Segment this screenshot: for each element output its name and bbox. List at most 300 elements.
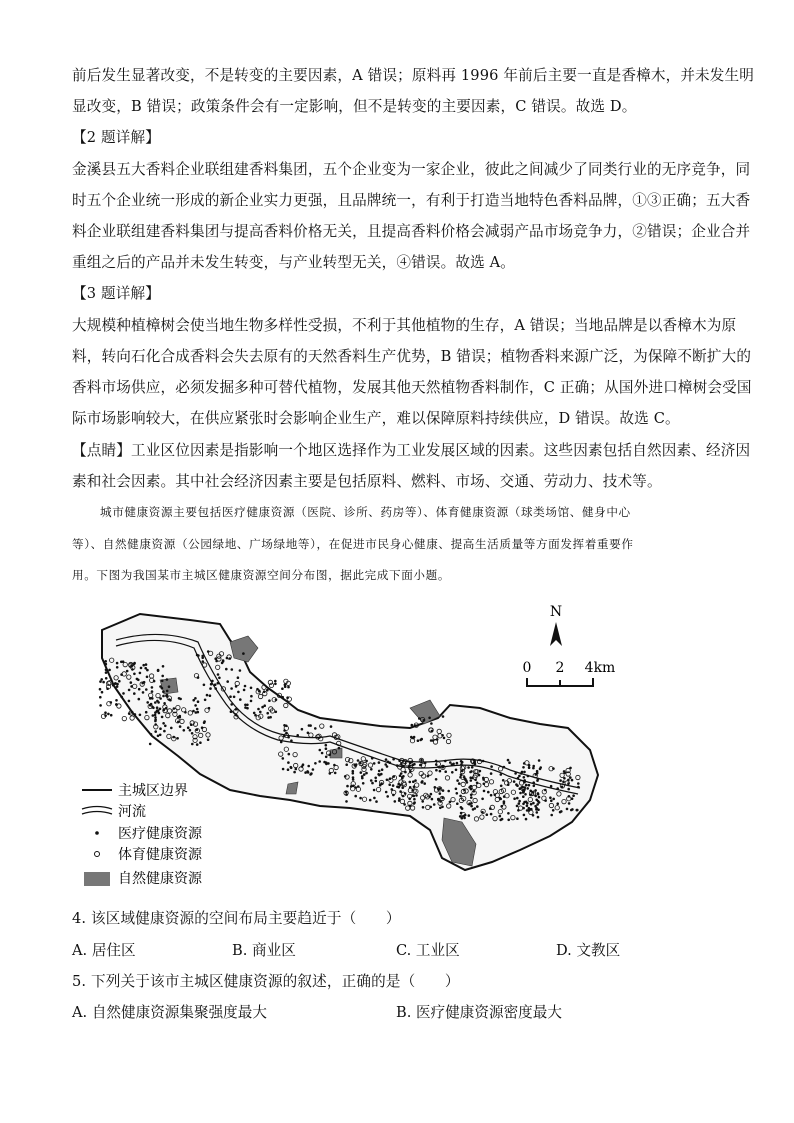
medical-resource-dot (209, 694, 212, 697)
medical-resource-dot (483, 790, 486, 793)
medical-resource-dot (455, 769, 458, 772)
medical-resource-dot (517, 777, 520, 780)
medical-resource-dot (537, 793, 540, 796)
medical-resource-dot (330, 725, 333, 728)
medical-resource-dot (345, 763, 348, 766)
medical-resource-dot (139, 714, 142, 717)
medical-resource-dot (345, 800, 348, 803)
medical-resource-dot (308, 724, 311, 727)
medical-resource-dot (460, 760, 463, 763)
medical-resource-dot (161, 716, 164, 719)
medical-resource-dot (138, 688, 141, 691)
medical-resource-dot (146, 676, 149, 679)
medical-resource-dot (138, 698, 141, 701)
medical-resource-dot (156, 700, 159, 703)
medical-resource-dot (194, 697, 197, 700)
medical-resource-dot (161, 679, 164, 682)
medical-resource-dot (563, 770, 566, 773)
medical-resource-dot (455, 788, 458, 791)
medical-resource-dot (321, 752, 324, 755)
medical-resource-dot (363, 773, 366, 776)
medical-resource-dot (134, 713, 137, 716)
medical-resource-dot (154, 714, 157, 717)
medical-resource-dot (177, 716, 180, 719)
medical-resource-dot (537, 808, 540, 811)
medical-resource-dot (187, 726, 190, 729)
medical-resource-dot (202, 660, 205, 663)
medical-resource-dot (423, 782, 426, 785)
medical-resource-dot (282, 768, 285, 771)
intro-line: 等）、自然健康资源（公园绿地、广场绿地等），在促进市民身心健康、提高生活质量等方面发挥着重要作 (72, 537, 634, 551)
medical-resource-dot (538, 796, 541, 799)
medical-resource-dot (197, 700, 200, 703)
medical-resource-dot (154, 718, 157, 721)
medical-resource-dot (518, 800, 521, 803)
intro-line: 城市健康资源主要包括医疗健康资源（医院、诊所、药房等）、体育健康资源（球类场馆、健身中心 (100, 505, 631, 519)
medical-resource-dot (472, 808, 475, 811)
paragraph-line: 大规模种植樟树会使当地生物多样性受损，不利于其他植物的生存，A 错误；当地品牌是以香樟木为原 (72, 317, 737, 334)
medical-resource-dot (361, 775, 364, 778)
medical-resource-dot (516, 797, 519, 800)
medical-resource-dot (100, 678, 103, 681)
medical-resource-dot (118, 680, 121, 683)
legend-natural: 自然健康资源 (118, 871, 202, 887)
medical-resource-dot (209, 687, 212, 690)
medical-resource-dot (183, 729, 186, 732)
q4-option-c[interactable]: C. 工业区 (396, 942, 460, 959)
medical-resource-dot (373, 797, 376, 800)
medical-resource-dot (142, 691, 145, 694)
paragraph-line: 金溪县五大香料企业联组建香料集团，五个企业变为一家企业，彼此之间减少了同类行业的无序竞争，同 (72, 161, 751, 178)
medical-resource-dot (229, 695, 232, 698)
north-label: N (549, 604, 563, 620)
medical-resource-dot (538, 759, 541, 762)
medical-resource-dot (373, 789, 376, 792)
medical-resource-dot (373, 762, 376, 765)
medical-resource-dot (105, 671, 108, 674)
medical-resource-dot (116, 685, 119, 688)
medical-resource-dot (402, 775, 405, 778)
medical-resource-dot (374, 777, 377, 780)
medical-resource-dot (467, 766, 470, 769)
medical-resource-dot (274, 680, 277, 683)
medical-resource-dot (207, 738, 210, 741)
medical-resource-dot (513, 780, 516, 783)
medical-resource-dot (526, 802, 529, 805)
medical-resource-dot (577, 786, 580, 789)
medical-resource-dot (507, 759, 510, 762)
medical-resource-dot (104, 660, 107, 663)
medical-resource-dot (156, 709, 159, 712)
medical-resource-dot (487, 791, 490, 794)
medical-resource-dot (559, 779, 562, 782)
medical-resource-dot (230, 703, 233, 706)
medical-resource-dot (156, 706, 159, 709)
paragraph-line: 重组之后的产品并未发生转变，与产业转型无关，④错误。故选 A。 (72, 254, 516, 271)
medical-resource-dot (409, 781, 412, 784)
q4-option-b[interactable]: B. 商业区 (232, 942, 296, 959)
medical-resource-dot (456, 762, 459, 765)
medical-resource-dot (250, 687, 253, 690)
medical-resource-dot (439, 792, 442, 795)
medical-resource-dot (442, 789, 445, 792)
medical-resource-dot (481, 798, 484, 801)
medical-resource-dot (290, 739, 293, 742)
medical-resource-dot (225, 668, 228, 671)
medical-resource-dot (369, 799, 372, 802)
medical-resource-dot (166, 690, 169, 693)
medical-resource-dot (128, 700, 131, 703)
medical-resource-dot (203, 684, 206, 687)
medical-resource-dot (338, 747, 341, 750)
medical-resource-dot (507, 812, 510, 815)
q4-option-d[interactable]: D. 文教区 (556, 942, 621, 959)
medical-resource-dot (222, 660, 225, 663)
medical-resource-dot (158, 712, 161, 715)
medical-resource-dot (532, 765, 535, 768)
medical-resource-dot (421, 800, 424, 803)
paragraph-line: 料企业联组建香料集团与提高香料价格无关，且提高香料价格会减弱产品市场竞争力，②错误；企业合并 (72, 223, 751, 240)
medical-resource-dot (526, 787, 529, 790)
medical-resource-dot (534, 805, 537, 808)
medical-resource-dot (206, 694, 209, 697)
medical-resource-dot (508, 761, 511, 764)
medical-resource-dot (149, 743, 152, 746)
medical-resource-dot (250, 695, 253, 698)
medical-resource-dot (420, 738, 423, 741)
medical-resource-dot (552, 809, 555, 812)
medical-resource-dot (105, 677, 108, 680)
medical-resource-dot (567, 788, 570, 791)
medical-resource-dot (352, 778, 355, 781)
medical-resource-dot (524, 793, 527, 796)
medical-resource-dot (157, 735, 160, 738)
medical-resource-dot (502, 779, 505, 782)
medical-resource-dot (310, 772, 313, 775)
medical-resource-dot (532, 802, 535, 805)
medical-resource-dot (325, 744, 328, 747)
medical-resource-dot (536, 811, 539, 814)
medical-resource-dot (444, 760, 447, 763)
medical-resource-dot (470, 779, 473, 782)
medical-resource-dot (151, 690, 154, 693)
medical-resource-dot (325, 763, 328, 766)
medical-resource-dot (307, 771, 310, 774)
medical-resource-dot (162, 665, 165, 668)
medical-resource-dot (428, 717, 431, 720)
medical-resource-dot (528, 784, 531, 787)
medical-resource-dot (388, 783, 391, 786)
medical-resource-dot (230, 687, 233, 690)
medical-resource-dot (267, 716, 270, 719)
medical-resource-dot (204, 699, 207, 702)
medical-resource-dot (520, 772, 523, 775)
section-heading: 【3 题详解】 (72, 285, 160, 302)
medical-resource-dot (116, 666, 119, 669)
medical-resource-dot (525, 784, 528, 787)
medical-resource-dot (139, 672, 142, 675)
medical-resource-dot (237, 691, 240, 694)
paragraph-line: 素和社会因素。其中社会经济因素主要是包括原料、燃料、市场、交通、劳动力、技术等。 (72, 473, 662, 490)
medical-resource-dot (145, 711, 148, 714)
medical-resource-dot (381, 768, 384, 771)
medical-resource-dot (414, 779, 417, 782)
health-resources-map (80, 600, 640, 900)
medical-resource-dot (468, 814, 471, 817)
medical-resource-dot (136, 678, 139, 681)
medical-resource-dot (166, 678, 169, 681)
medical-resource-dot (572, 794, 575, 797)
medical-resource-dot (459, 795, 462, 798)
medical-resource-dot (452, 763, 455, 766)
medical-resource-dot (399, 774, 402, 777)
medical-resource-dot (325, 756, 328, 759)
medical-resource-dot (451, 771, 454, 774)
medical-resource-dot (122, 692, 125, 695)
medical-resource-dot (530, 803, 533, 806)
medical-resource-dot (536, 803, 539, 806)
q4-option-a[interactable]: A. 居住区 (72, 942, 136, 959)
medical-resource-dot (385, 791, 388, 794)
medical-resource-dot (268, 699, 271, 702)
scale-bar (523, 660, 616, 686)
medical-resource-dot (211, 680, 214, 683)
medical-resource-dot (161, 675, 164, 678)
medical-resource-dot (471, 766, 474, 769)
medical-resource-dot (518, 802, 521, 805)
medical-resource-dot (293, 771, 296, 774)
medical-resource-dot (301, 728, 304, 731)
medical-resource-dot (116, 662, 119, 665)
medical-resource-dot (507, 819, 510, 822)
medical-resource-dot (242, 652, 245, 655)
medical-resource-dot (550, 799, 553, 802)
medical-resource-dot (266, 689, 269, 692)
medical-resource-dot (357, 759, 360, 762)
medical-resource-dot (146, 669, 149, 672)
medical-resource-dot (145, 663, 148, 666)
legend-boundary: 主城区边界 (118, 783, 188, 799)
medical-resource-dot (522, 795, 525, 798)
medical-resource-dot (365, 772, 368, 775)
medical-resource-dot (239, 669, 242, 672)
medical-resource-dot (164, 725, 167, 728)
medical-resource-dot (110, 714, 113, 717)
medical-resource-dot (287, 686, 290, 689)
medical-resource-dot (385, 758, 388, 761)
medical-resource-dot (439, 770, 442, 773)
medical-resource-dot (120, 696, 123, 699)
medical-resource-dot (569, 776, 572, 779)
medical-resource-dot (214, 687, 217, 690)
medical-resource-dot (514, 772, 517, 775)
medical-resource-dot (179, 725, 182, 728)
medical-resource-dot (237, 676, 240, 679)
medical-resource-dot (435, 769, 438, 772)
medical-resource-dot (398, 797, 401, 800)
legend-sports: 体育健康资源 (118, 847, 202, 863)
medical-resource-dot (352, 772, 355, 775)
medical-resource-dot (280, 741, 283, 744)
medical-resource-dot (549, 796, 552, 799)
medical-resource-dot (500, 773, 503, 776)
paragraph-line: 【点睛】工业区位因素是指影响一个地区选择作为工业发展区域的因素。这些因素包括自然因素、经济因 (72, 442, 751, 459)
medical-resource-dot (102, 681, 105, 684)
medical-resource-dot (458, 782, 461, 785)
medical-resource-dot (217, 682, 220, 685)
medical-resource-dot (146, 701, 149, 704)
north-arrow (550, 604, 562, 646)
medical-resource-dot (490, 794, 493, 797)
medical-resource-dot (199, 741, 202, 744)
medical-resource-dot (431, 798, 434, 801)
medical-resource-dot (537, 778, 540, 781)
medical-resource-dot (233, 696, 236, 699)
medical-resource-dot (532, 781, 535, 784)
medical-resource-dot (154, 716, 157, 719)
legend-river: 河流 (118, 804, 146, 820)
medical-resource-dot (250, 700, 253, 703)
medical-resource-dot (314, 762, 317, 765)
medical-resource-dot (261, 706, 264, 709)
medical-resource-dot (526, 805, 529, 808)
sports-resource-circle (268, 680, 272, 684)
medical-resource-dot (460, 806, 463, 809)
medical-resource-dot (550, 814, 553, 817)
medical-resource-dot (370, 768, 373, 771)
medical-resource-dot (154, 701, 157, 704)
medical-resource-dot (537, 800, 540, 803)
paragraph-line: 时五个企业统一形成的新企业实力更强，且品牌统一，有利于打造当地特色香料品牌，①③正确；五大香 (72, 192, 751, 209)
sports-resource-circle (269, 683, 273, 687)
medical-resource-dot (288, 753, 291, 756)
medical-resource-dot (281, 687, 284, 690)
medical-resource-dot (523, 776, 526, 779)
legend-medical: 医疗健康资源 (118, 826, 202, 842)
medical-resource-dot (523, 771, 526, 774)
medical-resource-dot (415, 794, 418, 797)
medical-resource-dot (346, 785, 349, 788)
medical-resource-dot (163, 702, 166, 705)
sports-resource-circle (117, 704, 121, 708)
medical-resource-dot (307, 765, 310, 768)
medical-resource-dot (104, 711, 107, 714)
sports-resource-circle (107, 702, 111, 706)
medical-resource-dot (533, 785, 536, 788)
medical-resource-dot (386, 765, 389, 768)
medical-resource-dot (150, 733, 153, 736)
medical-resource-dot (159, 727, 162, 730)
medical-resource-dot (444, 770, 447, 773)
paragraph-line: 香料市场供应，必须发掘多种可替代植物，发展其他天然植物香料制作，C 正确；从国外进口樟树会受国 (72, 379, 752, 396)
medical-resource-dot (325, 747, 328, 750)
medical-resource-dot (151, 686, 154, 689)
q5-option-a[interactable]: A. 自然健康资源集聚强度最大 (72, 1004, 267, 1021)
medical-resource-dot (456, 779, 459, 782)
medical-resource-dot (433, 803, 436, 806)
medical-resource-dot (577, 782, 580, 785)
medical-resource-dot (214, 683, 217, 686)
medical-resource-dot (552, 798, 555, 801)
medical-resource-dot (371, 757, 374, 760)
medical-resource-dot (230, 710, 233, 713)
medical-resource-dot (201, 657, 204, 660)
medical-resource-dot (421, 780, 424, 783)
medical-resource-dot (539, 766, 542, 769)
medical-resource-dot (370, 779, 373, 782)
medical-resource-dot (108, 669, 111, 672)
medical-resource-dot (568, 802, 571, 805)
medical-resource-dot (170, 727, 173, 730)
medical-resource-dot (162, 695, 165, 698)
medical-resource-dot (287, 761, 290, 764)
medical-resource-dot (133, 673, 136, 676)
medical-resource-dot (176, 737, 179, 740)
medical-resource-dot (447, 790, 450, 793)
medical-resource-dot (420, 759, 423, 762)
medical-resource-dot (282, 757, 285, 760)
medical-resource-dot (392, 758, 395, 761)
medical-resource-dot (413, 801, 416, 804)
medical-resource-dot (274, 683, 277, 686)
medical-resource-dot (231, 668, 234, 671)
q5-option-b[interactable]: B. 医疗健康资源密度最大 (396, 1004, 562, 1021)
medical-resource-dot (163, 730, 166, 733)
medical-resource-dot (257, 708, 260, 711)
medical-resource-dot (159, 697, 162, 700)
medical-resource-dot (168, 685, 171, 688)
medical-resource-dot (527, 775, 530, 778)
map-legend (82, 783, 203, 887)
medical-resource-dot (145, 688, 148, 691)
medical-resource-dot (101, 691, 104, 694)
medical-resource-dot (196, 743, 199, 746)
medical-resource-dot (133, 692, 136, 695)
medical-resource-dot (162, 690, 165, 693)
medical-resource-dot (99, 680, 102, 683)
paragraph-line: 际市场影响较大，在供应紧张时会影响企业生产，难以保障原料持续供应，D 错误。故选 C。 (72, 410, 680, 427)
medical-resource-dot (334, 772, 337, 775)
medical-resource-dot (470, 796, 473, 799)
medical-resource-dot (130, 681, 133, 684)
medical-resource-dot (411, 724, 414, 727)
medical-resource-dot (536, 770, 539, 773)
medical-resource-dot (499, 815, 502, 818)
medical-resource-dot (290, 767, 293, 770)
medical-resource-dot (99, 696, 102, 699)
medical-resource-dot (194, 704, 197, 707)
medical-resource-dot (115, 699, 118, 702)
medical-resource-dot (105, 663, 108, 666)
medical-resource-dot (162, 722, 165, 725)
medical-resource-dot (114, 682, 117, 685)
sports-resource-circle (287, 697, 291, 701)
medical-resource-dot (196, 708, 199, 711)
section-heading: 【2 题详解】 (72, 129, 160, 146)
medical-resource-dot (523, 801, 526, 804)
medical-resource-dot (318, 760, 321, 763)
medical-resource-dot (244, 685, 247, 688)
medical-resource-dot (195, 711, 198, 714)
medical-resource-dot (525, 818, 528, 821)
medical-resource-dot (253, 712, 256, 715)
medical-resource-dot (456, 792, 459, 795)
medical-resource-dot (105, 669, 108, 672)
medical-resource-dot (319, 749, 322, 752)
medical-resource-dot (359, 797, 362, 800)
medical-resource-dot (259, 711, 262, 714)
medical-resource-dot (413, 763, 416, 766)
